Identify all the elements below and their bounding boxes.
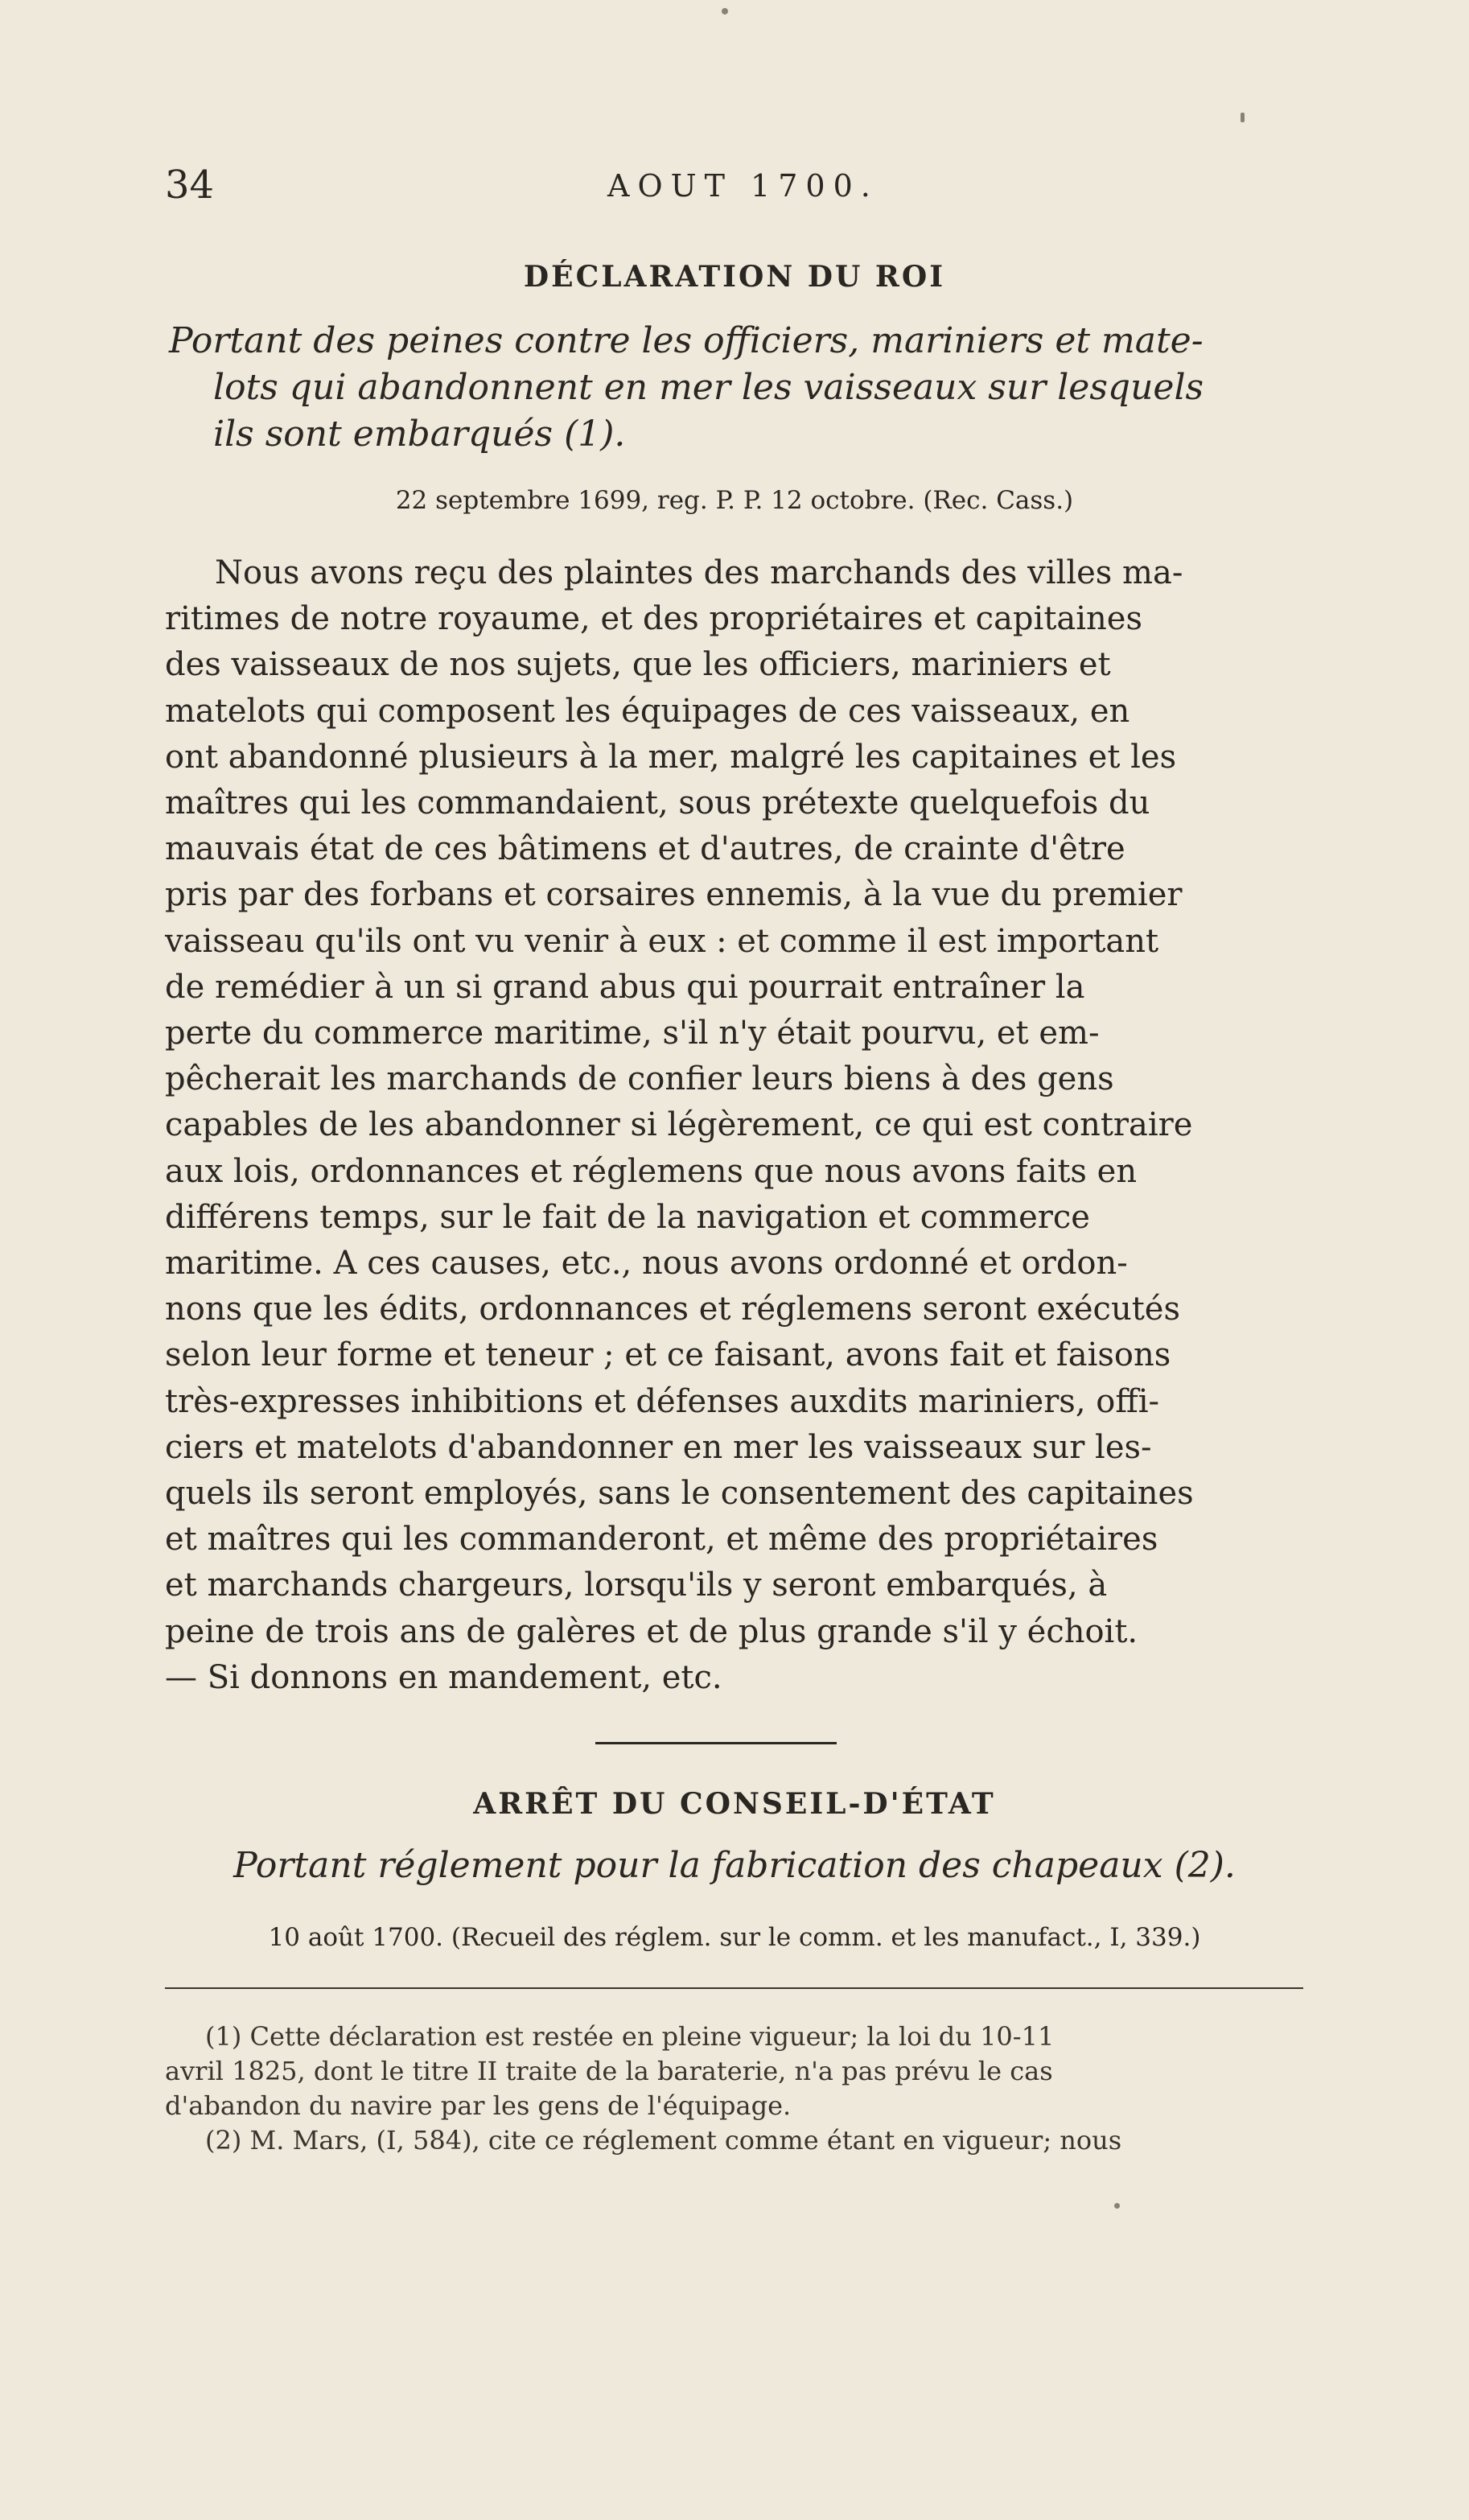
section-divider — [595, 1742, 837, 1744]
body-line: et marchands chargeurs, lorsqu'ils y seront embarqués, à — [165, 1567, 1108, 1604]
body-line: peine de trois ans de galères et de plus grande s'il y échoit. — [165, 1612, 1138, 1650]
section-title-declaration: DÉCLARATION DU ROI — [523, 260, 946, 294]
section-subtitle-declaration — [169, 318, 1307, 458]
running-head: AOUT 1700. — [607, 168, 879, 204]
page-header — [165, 161, 1323, 217]
body-line: mauvais état de ces bâtimens et d'autres, de crainte d'être — [165, 830, 1125, 868]
page-number: 34 — [165, 163, 215, 208]
specks — [1241, 113, 1245, 122]
body-line: de remédier à un si grand abus qui pourrait entraîner la — [165, 968, 1085, 1006]
body-line: ciers et matelots d'abandonner en mer les vaisseaux sur les- — [165, 1428, 1152, 1466]
body-line: différens temps, sur le fait de la navigation et commerce — [165, 1198, 1090, 1236]
dateline-declaration: 22 septembre 1699, reg. P. P. 12 octobre. (Rec. Cass.) — [395, 486, 1074, 515]
body-line: quels ils seront employés, sans le consentement des capitaines — [165, 1475, 1194, 1513]
dateline-arret: 10 août 1700. (Recueil des réglem. sur le comm. et les manufact., I, 339.) — [268, 1923, 1201, 1952]
body-line: ont abandonné plusieurs à la mer, malgré les capitaines et les — [165, 738, 1177, 776]
body-line: Nous avons reçu des plaintes des marchands des villes ma- — [215, 554, 1183, 591]
body-line: — Si donnons en mandement, etc. — [165, 1658, 722, 1696]
footnotes — [165, 2020, 1303, 2158]
subtitle-line: Portant des peines contre les officiers, mariniers et mate- — [169, 320, 1204, 361]
body-line: nons que les édits, ordonnances et réglemens seront exécutés — [165, 1291, 1180, 1328]
body-line: maritime. A ces causes, etc., nous avons ordonné et ordon- — [165, 1245, 1128, 1283]
subtitle-line: ils sont embarqués (1). — [213, 414, 626, 455]
body-line: ritimes de notre royaume, et des propriétaires et capitaines — [165, 600, 1142, 638]
body-line: pêcherait les marchands de confier leurs biens à des gens — [165, 1060, 1114, 1098]
footnote-line: avril 1825, dont le titre II traite de la baraterie, n'a pas prévu le cas — [165, 2056, 1053, 2086]
body-line: aux lois, ordonnances et réglemens que nous avons faits en — [165, 1152, 1138, 1190]
subtitle-line: lots qui abandonnent en mer les vaisseaux sur lesquels — [213, 367, 1204, 408]
specks — [722, 8, 728, 14]
body-line: des vaisseaux de nos sujets, que les officiers, mariniers et — [165, 646, 1111, 684]
body-line: capables de les abandonner si légèrement, ce qui est contraire — [165, 1106, 1193, 1144]
body-line: maîtres qui les commandaient, sous prétexte quelquefois du — [165, 784, 1150, 822]
footnote-line: (1) Cette déclaration est restée en pleine vigueur; la loi du 10-11 — [205, 2021, 1055, 2052]
body-line: matelots qui composent les équipages de ces vaisseaux, en — [165, 692, 1130, 730]
section-title-arret: ARRÊT DU CONSEIL-D'ÉTAT — [473, 1787, 996, 1821]
footnote-line: (2) M. Mars, (I, 584), cite ce réglement comme étant en vigueur; nous — [205, 2125, 1122, 2156]
specks — [1114, 2203, 1120, 2209]
body-line: très-expresses inhibitions et défenses auxdits mariniers, offi- — [165, 1382, 1160, 1420]
footnote-line: d'abandon du navire par les gens de l'équipage. — [165, 2090, 792, 2121]
body-line: et maîtres qui les commanderont, et même des propriétaires — [165, 1521, 1158, 1559]
section-subtitle-arret: Portant réglement pour la fabrication des chapeaux (2). — [233, 1845, 1236, 1886]
footnote-rule — [165, 1987, 1303, 1989]
body-line: pris par des forbans et corsaires ennemis, à la vue du premier — [165, 876, 1183, 914]
declaration-body — [165, 550, 1303, 1701]
body-line: vaisseau qu'ils ont vu venir à eux : et comme il est important — [165, 922, 1159, 960]
body-line: selon leur forme et teneur ; et ce faisant, avons fait et faisons — [165, 1336, 1171, 1374]
body-line: perte du commerce maritime, s'il n'y était pourvu, et em- — [165, 1015, 1100, 1052]
